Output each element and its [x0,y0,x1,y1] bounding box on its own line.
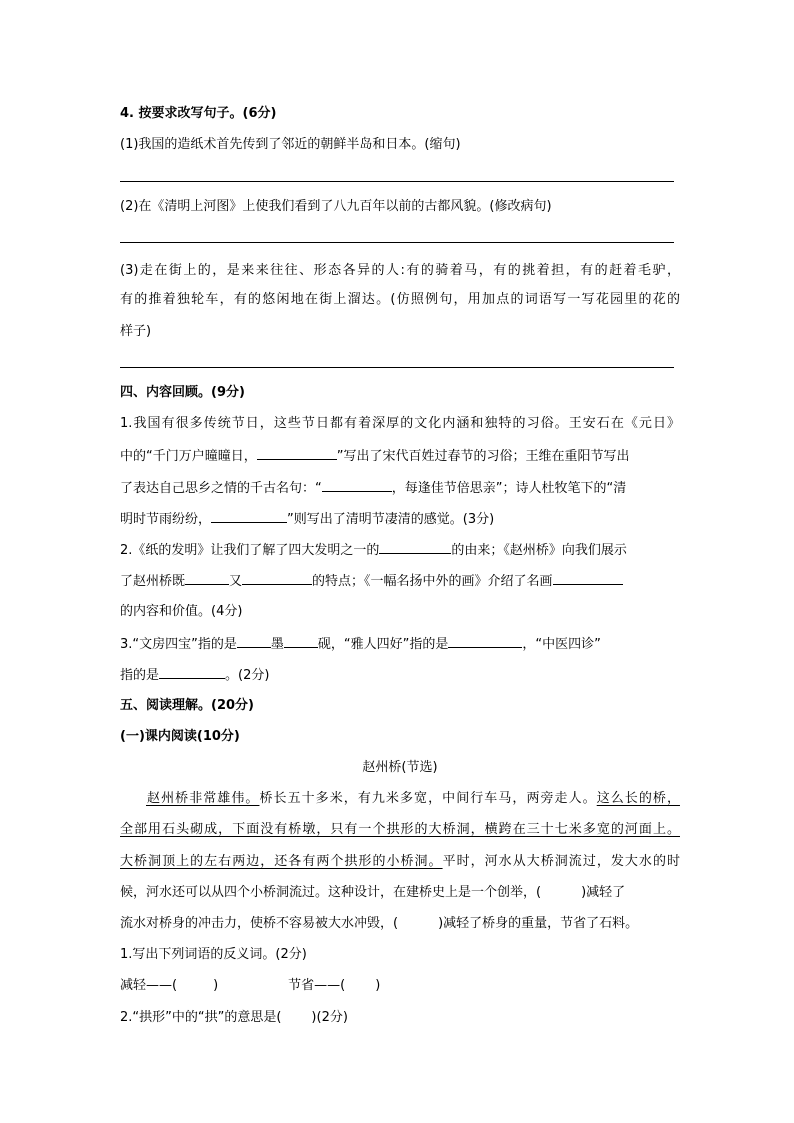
fill-blank[interactable] [284,633,318,648]
s4-q2-line1 [120,539,680,561]
reading-q1: 1.写出下列词语的反义词。(2分) [120,947,307,962]
text-segment: 减轻——( [120,978,178,993]
text-segment: 了表达自己思乡之情的千古名句：“ [120,481,322,496]
text-segment: ) [375,978,381,993]
answer-line[interactable] [120,181,674,182]
passage-title: 赵州桥(节选) [362,760,438,775]
text-segment: )减轻了桥身的重量，节省了石料。 [438,916,639,931]
underlined-sentence: 赵州桥非常雄伟。 [146,791,260,806]
text-segment: 流水对桥身的冲击力，使桥不容易被大水冲毁，( [120,916,399,931]
text-segment: 了赵州桥既 [120,574,186,589]
text-segment: 节省——( [288,978,346,993]
answer-line[interactable] [120,242,674,243]
s4-q1-line1: 1.我国有很多传统节日，这些节日都有着深厚的文化内涵和独特的习俗。王安石在《元日》 [120,416,680,431]
passage-line3 [120,852,680,872]
text-segment: 2.《纸的发明》让我们了解了四大发明之一的 [120,543,380,558]
s4-q2-line2 [120,570,680,592]
underlined-sentence: 这么长的桥， [596,791,680,806]
section5-heading: 五、阅读理解。(20分) [120,698,254,713]
s4-q3-line1 [120,633,680,655]
text-segment: ，每逢佳节倍思亲”；诗人杜牧笔下的“清 [391,481,627,496]
answer-line[interactable] [120,367,674,368]
fill-blank[interactable] [211,508,287,523]
fill-blank[interactable] [322,477,392,492]
s4-q2-line3: 的内容和价值。(4分) [120,604,243,619]
s4-q1-line2 [120,445,680,467]
text-segment: 中的“千门万户曈曈日， [120,449,257,464]
underlined-sentence: 大桥洞顶上的左右两边，还各有两个拱形的小桥洞。 [120,854,443,869]
text-segment: ) [213,978,219,993]
passage-line5 [120,914,680,934]
text-segment: )减轻了 [581,885,626,900]
text-segment: 又 [229,574,243,589]
text-segment: )(2分) [311,1010,348,1025]
text-segment: 平时，河水从大桥洞流过，发大水的时 [442,854,680,869]
fill-blank[interactable] [185,570,229,585]
q4-item3-line2: 有的推着独轮车，有的悠闲地在街上溜达。(仿照例句，用加点的词语写一写花园里的花的 [120,292,680,307]
text-segment: 砚，“雅人四好”指的是 [317,637,449,652]
section4-heading: 四、内容回顾。(9分) [120,385,245,400]
q4-item2: (2)在《清明上河图》上使我们看到了八九百年以前的古都风貌。(修改病句) [120,199,552,214]
q4-item3-line1: (3)走在街上的，是来来往往、形态各异的人:有的骑着马，有的挑着担，有的赶着毛驴， [120,263,680,278]
text-segment: 的特点；《一幅名扬中外的画》介绍了名画 [312,574,553,589]
q4-heading: 4. 按要求改写句子。(6分) [120,106,277,121]
passage-line2: 全部用石头砌成，下面没有桥墩，只有一个拱形的大桥洞，横跨在三十七米多宽的河面上。 [120,822,680,837]
fill-blank[interactable] [257,445,337,460]
reading-q1-answers [120,976,680,996]
text-segment: 明时节雨纷纷， [120,512,212,527]
text-segment: 3.“文房四宝”指的是 [120,637,237,652]
text-segment: 候，河水还可以从四个小桥洞流过。这种设计，在建桥史上是一个创举，( [120,885,542,900]
text-segment: 的由来；《赵州桥》向我们展示 [451,543,627,558]
s4-q1-line3 [120,477,680,499]
text-segment: ，“中医四诊” [522,637,601,652]
q4-item1: (1)我国的造纸术首先传到了邻近的朝鲜半岛和日本。(缩句) [120,137,461,152]
fill-blank[interactable] [237,633,271,648]
text-segment: 桥长五十多米，有九米多宽，中间行车马，两旁走人。 [259,791,597,806]
s4-q3-line2 [120,664,680,686]
q4-item3-line3: 样子) [120,324,152,339]
text-segment: ”写出了宋代百姓过春节的习俗；王维在重阳节写出 [336,449,630,464]
text-segment: ”则写出了清明节凄清的感觉。(3分) [287,512,495,527]
s4-q1-line4 [120,508,680,530]
text-segment: 。(2分) [225,668,270,683]
fill-blank[interactable] [379,539,451,554]
fill-blank[interactable] [448,633,522,648]
text-segment: 指的是 [120,668,160,683]
passage-line4 [120,883,680,903]
passage-line1 [120,789,680,809]
text-segment: 墨 [270,637,284,652]
fill-blank[interactable] [159,664,225,679]
fill-blank[interactable] [553,570,623,585]
section5-sub-heading: (一)课内阅读(10分) [120,729,240,744]
reading-q2 [120,1008,680,1028]
text-segment: 2.“拱形”中的“拱”的意思是( [120,1010,282,1025]
fill-blank[interactable] [242,570,312,585]
